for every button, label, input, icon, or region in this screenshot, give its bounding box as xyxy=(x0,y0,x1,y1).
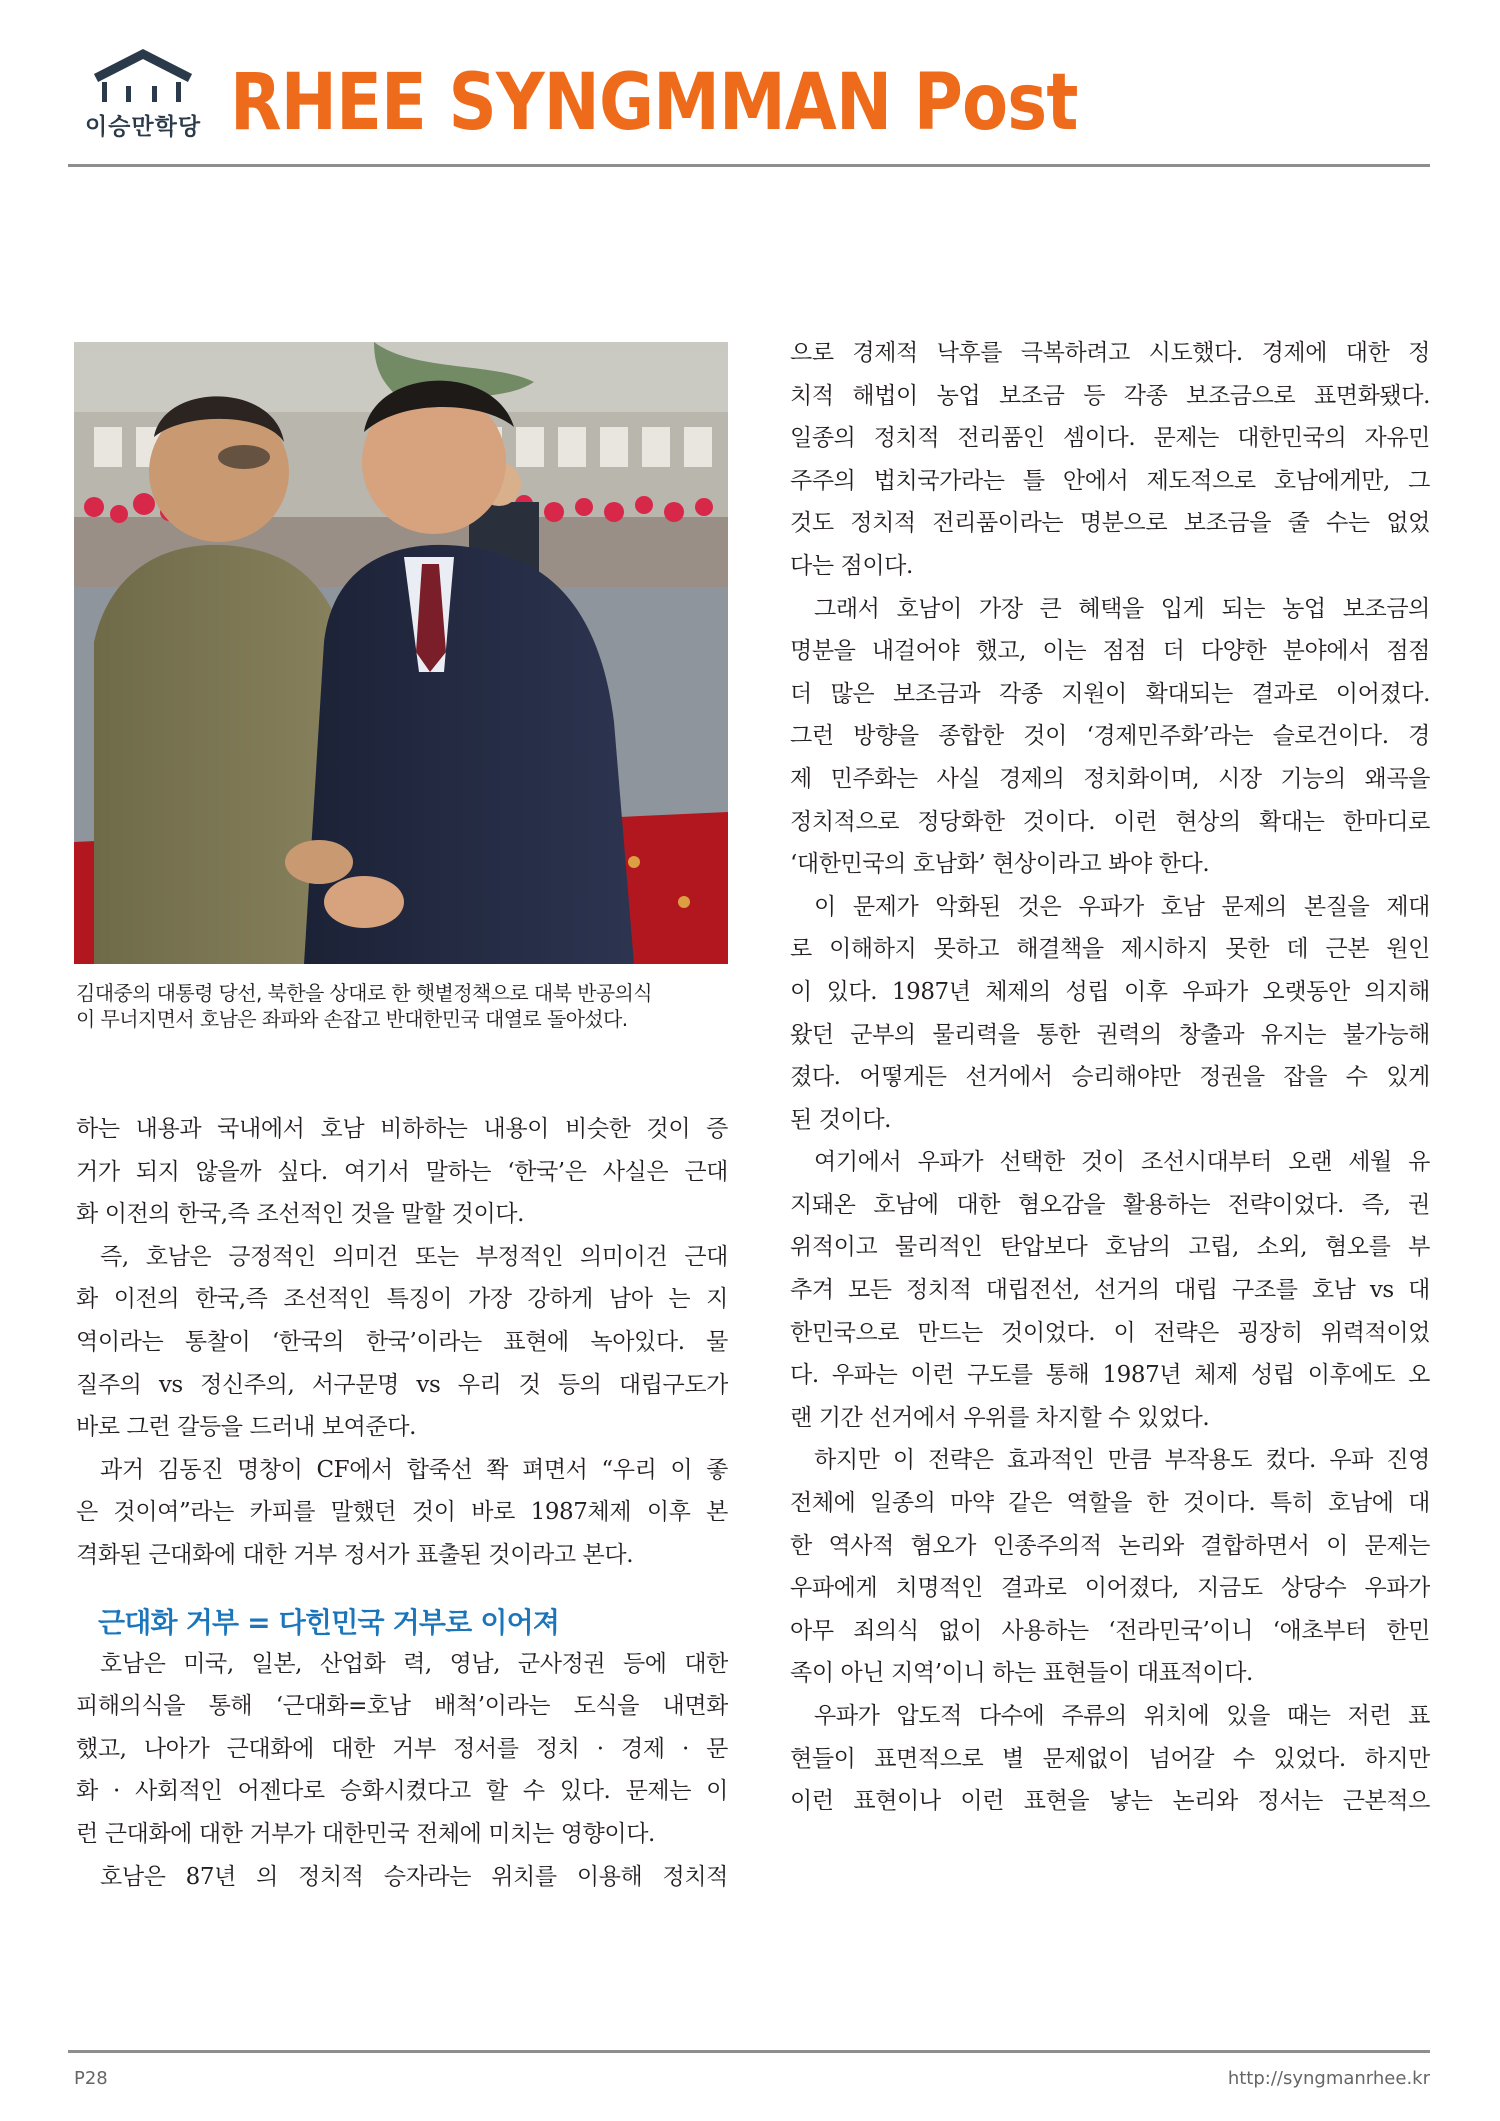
body-text-line: 화 이전의 한국,즉 조선적인 것을 말할 것이다. xyxy=(76,1201,525,1228)
body-text-line: 과거 김동진 명창이 CF에서 합죽선 쫙 펴면서 “우리 이 좋 xyxy=(100,1456,728,1483)
body-text-line: 한민국으로 만드는 것이었다. 이 전략은 굉장히 위력적이었 xyxy=(790,1319,1430,1346)
body-text-line: 그런 방향을 종합한 것이 ‘경제민주화’라는 슬로건이다. 경 xyxy=(790,723,1430,750)
body-text-line: 하는 내용과 국내에서 호남 비하하는 내용이 비슷한 것이 증 xyxy=(76,1116,728,1142)
body-text-line: 졌다. 어떻게든 선거에서 승리해야만 정권을 잡을 수 있게 xyxy=(790,1064,1430,1091)
body-text-line: 로 이해하지 못하고 해결책을 제시하지 못한 데 근본 원인 xyxy=(790,936,1430,963)
news-photo xyxy=(74,342,728,964)
body-text-line: ‘대한민국의 호남화’ 현상이라고 봐야 한다. xyxy=(790,851,1210,878)
body-text-line: 으로 경제적 낙후를 극복하려고 시도했다. 경제에 대한 정 xyxy=(790,340,1430,366)
body-text-line: 화 이전의 한국,즉 조선적인 특징이 가장 강하게 남아 는 지 xyxy=(76,1286,728,1313)
body-text-line: 즉, 호남은 긍정적인 의미건 또는 부정적인 의미이건 근대 xyxy=(100,1243,728,1270)
body-text-line: 우파가 압도적 다수에 주류의 위치에 있을 때는 저런 표 xyxy=(814,1703,1430,1729)
masthead-title: RHEE SYNGMMAN Post xyxy=(230,58,1078,148)
body-text-line: 이런 표현이나 이런 표현을 낳는 논리와 정서는 근본적으 xyxy=(790,1788,1430,1815)
website-url: http://syngmanrhee.kr xyxy=(1227,2068,1430,2089)
body-text-line: 된 것이다. xyxy=(790,1106,892,1133)
header-divider xyxy=(68,164,1430,167)
body-text-line: 위적이고 물리적인 탄압보다 호남의 고립, 소외, 혐오를 부 xyxy=(790,1234,1430,1261)
body-text-line: 더 많은 보조금과 각종 지원이 확대되는 결과로 이어졌다. xyxy=(790,680,1430,707)
body-text-line: 일종의 정치적 전리품인 셈이다. 문제는 대한민국의 자유민 xyxy=(790,425,1430,452)
body-text-line: 격화된 근대화에 대한 거부 정서가 표출된 것이라고 본다. xyxy=(76,1541,634,1568)
left-text-column xyxy=(76,1108,728,1898)
body-text-line: 전체에 일종의 마약 같은 역할을 한 것이다. 특히 호남에 대 xyxy=(790,1490,1430,1517)
body-text-line: 화 · 사회적인 어젠다로 승화시켰다고 할 수 있다. 문제는 이 xyxy=(76,1778,728,1805)
section-subheading: 근대화 거부 = 다힌민국 거부로 이어져 xyxy=(98,1605,560,1639)
body-text-line: 한 역사적 혐오가 인종주의적 논리와 결합하면서 이 문제는 xyxy=(790,1532,1430,1559)
body-text-line: 랜 기간 선거에서 우위를 차지할 수 있었다. xyxy=(790,1404,1210,1431)
photo-caption xyxy=(76,980,756,1032)
body-text-line: 바로 그런 갈등을 드러내 보여준다. xyxy=(76,1414,417,1441)
body-text-line: 런 근대화에 대한 거부가 대한민국 전체에 미치는 영향이다. xyxy=(76,1820,655,1847)
right-text-column xyxy=(790,332,1430,1823)
body-text-line: 주주의 법치국가라는 틀 안에서 제도적으로 호남에게만, 그 xyxy=(790,467,1430,494)
body-text-line: 우파에게 치명적인 결과로 이어졌다, 지금도 상당수 우파가 xyxy=(790,1575,1430,1602)
body-text-line: 그래서 호남이 가장 큰 혜택을 입게 되는 농업 보조금의 xyxy=(814,595,1430,622)
body-text-line: 현들이 표면적으로 별 문제없이 넘어갈 수 있었다. 하지만 xyxy=(790,1745,1430,1772)
body-text-line: 치적 해법이 농업 보조금 등 각종 보조금으로 표면화됐다. xyxy=(790,382,1430,409)
body-text-line: 역이라는 통찰이 ‘한국의 한국’이라는 표현에 녹아있다. 물 xyxy=(76,1328,728,1355)
page-number: P28 xyxy=(74,2068,108,2089)
body-text-line: 아무 죄의식 없이 사용하는 ‘전라민국’이니 ‘애초부터 한민 xyxy=(790,1617,1430,1644)
body-text-line: 다. 우파는 이런 구도를 통해 1987년 체제 성립 이후에도 오 xyxy=(790,1362,1430,1389)
body-text-line: 왔던 군부의 물리력을 통한 권력의 창출과 유지는 불가능해 xyxy=(790,1021,1430,1048)
footer-divider xyxy=(68,2050,1430,2053)
body-text-line: 했고, 나아가 근대화에 대한 거부 정서를 정치 · 경제 · 문 xyxy=(76,1735,728,1762)
logo-text: 이승만학당 xyxy=(84,114,202,140)
body-text-line: 제 민주화는 사실 경제의 정치화이며, 시장 기능의 왜곡을 xyxy=(790,765,1430,792)
body-text-line: 추겨 모든 정치적 대립전선, 선거의 대립 구조를 호남 vs 대 xyxy=(790,1277,1430,1304)
body-text-line: 이 있다. 1987년 체제의 성립 이후 우파가 오랫동안 의지해 xyxy=(790,978,1430,1005)
body-text-line: 호남은 87년 의 정치적 승자라는 위치를 이용해 정치적 xyxy=(100,1863,728,1890)
body-text-line: 정치적으로 정당화한 것이다. 이런 현상의 확대는 한마디로 xyxy=(790,808,1430,835)
body-text-line: 질주의 vs 정신주의, 서구문명 vs 우리 것 등의 대립구도가 xyxy=(76,1371,728,1398)
house-icon xyxy=(68,48,218,110)
body-text-line: 여기에서 우파가 선택한 것이 조선시대부터 오랜 세월 유 xyxy=(814,1149,1430,1176)
body-text-line: 다는 점이다. xyxy=(790,552,913,579)
caption-line: 김대중의 대통령 당선, 북한을 상대로 한 햇볕정책으로 대북 반공의식 xyxy=(76,981,652,1005)
body-text-line: 호남은 미국, 일본, 산업화 력, 영남, 군사정권 등에 대한 xyxy=(100,1650,728,1677)
body-text-line: 이 문제가 악화된 것은 우파가 호남 문제의 본질을 제대 xyxy=(814,893,1430,920)
logo xyxy=(68,48,218,156)
handshake-photo-illustration xyxy=(74,342,728,964)
body-text-line: 거가 되지 않을까 싶다. 여기서 말하는 ‘한국’은 사실은 근대 xyxy=(76,1158,728,1185)
body-text-line: 은 것이여”라는 카피를 말했던 것이 바로 1987체제 이후 본 xyxy=(76,1499,728,1526)
body-text-line: 것도 정치적 전리품이라는 명분으로 보조금을 줄 수는 없었 xyxy=(790,510,1430,537)
body-text-line: 피해의식을 통해 ‘근대화=호남 배척’이라는 도식을 내면화 xyxy=(76,1693,728,1720)
caption-line: 이 무너지면서 호남은 좌파와 손잡고 반대한민국 대열로 돌아섰다. xyxy=(76,1007,628,1031)
body-text-line: 하지만 이 전략은 효과적인 만큼 부작용도 컸다. 우파 진영 xyxy=(814,1447,1430,1474)
body-text-line: 지돼온 호남에 대한 혐오감을 활용하는 전략이었다. 즉, 권 xyxy=(790,1191,1430,1218)
body-text-line: 족이 아닌 지역’이니 하는 표현들이 대표적이다. xyxy=(790,1660,1253,1687)
body-text-line: 명분을 내걸어야 했고, 이는 점점 더 다양한 분야에서 점점 xyxy=(790,638,1430,665)
